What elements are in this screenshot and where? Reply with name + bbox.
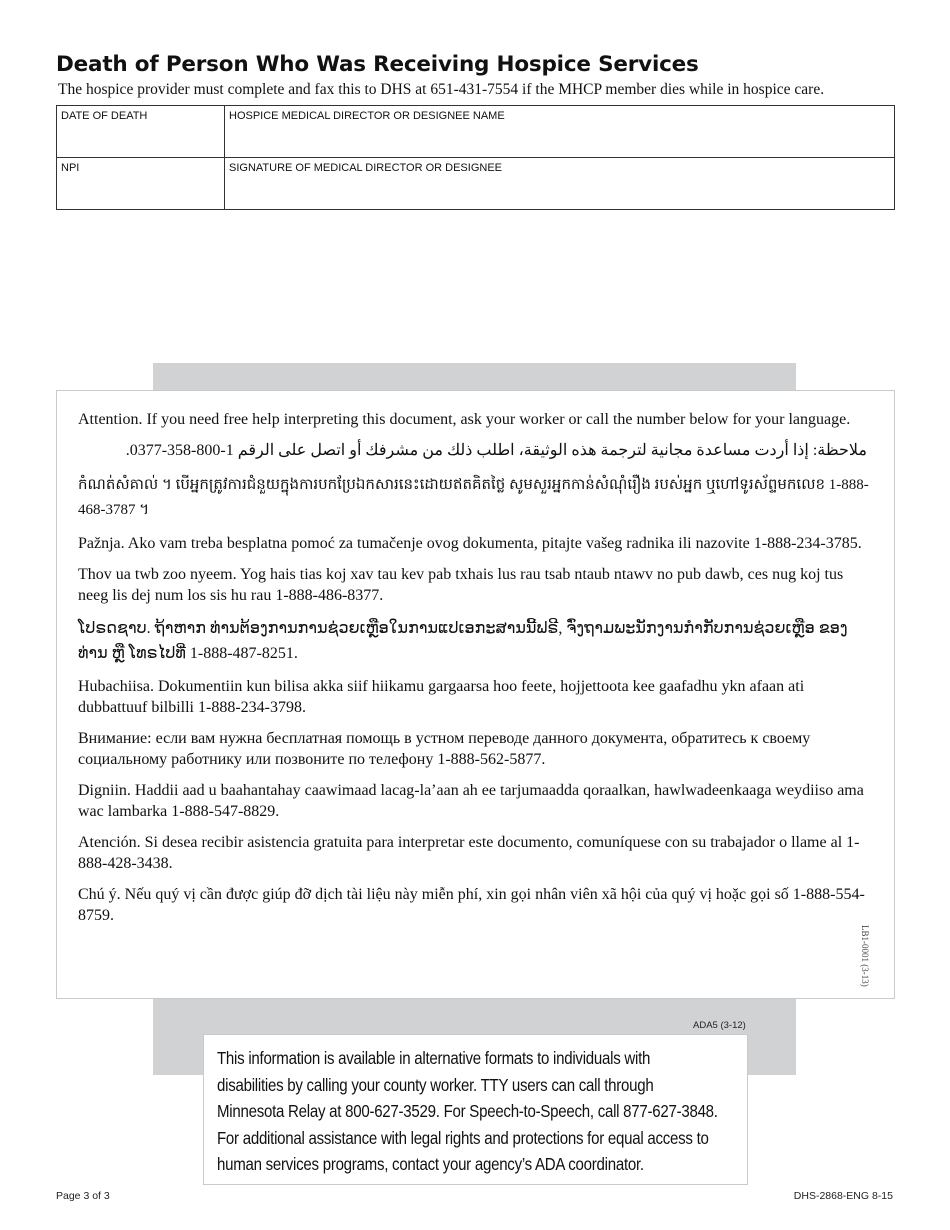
form-row: [57, 158, 895, 210]
notice-hmong: Thov ua twb zoo nyeem. Yog hais tias koj xav tau kev pab txhais lus rau tsab ntaub ntawv no pub dawb, ces nug koj tus neeg lis dej num los sis hu rau 1-888-486-8377.: [78, 566, 844, 604]
notice-russian: Внимание: если вам нужна бесплатная помощь в устном переводе данного документа, обратитесь к своему социальному работнику или позвоните по телефону 1-888-562-5877.: [78, 730, 811, 768]
notice-bosnian: Pažnja. Ako vam treba besplatna pomoć za tumačenje ovog dokumenta, pitajte vašeg radnika ili nazovite 1-888-234-3785.: [78, 535, 862, 552]
ada-line: disabilities by calling your county worker. TTY users can call through: [217, 1074, 654, 1095]
date-of-death-field[interactable]: [57, 106, 225, 158]
notice-lao: ໂປຣດຊາບ. ຖ້າຫາກ ທ່ານຕ້ອງການການຊ່ວຍເຫຼືອໃນການແປເອກະສານນີ້ຟຣີ, ຈົ່ງຖາມພະນັກງານກໍາກັບການຊ່ວຍເຫຼືອ ຂອງທ່ານ ຫຼື ໂທຣໄປທີ່ 1-888-487-8251.: [78, 620, 848, 662]
notice-english: Attention. If you need free help interpreting this document, ask your worker or call the number below for your language.: [78, 411, 851, 428]
field-label: DATE OF DEATH: [61, 110, 148, 122]
notice-khmer: កំណត់សំគាល់ ។ បើអ្នកត្រូវការជំនួយក្នុងការបកប្រែឯកសារនេះដោយឥតគិតថ្លៃ សូមសួរអ្នកកាន់សំណុំរឿង របស់អ្នក ឬហៅទូរស័ព្ទមកលេខ 1-888-468-3787 ។: [78, 477, 869, 518]
ada-line: For additional assistance with legal rights and protections for equal access to: [217, 1127, 709, 1148]
notice-oromo: Hubachiisa. Dokumentiin kun bilisa akka siif hiikamu gargaarsa hoo feete, hojjettoota kee gaafadhu ykn afaan ati dubbattuuf bilbilli 1-888-234-3798.: [78, 678, 805, 716]
instructions-text: The hospice provider must complete and fax this to DHS at 651-431-7554 if the MHCP member dies while in hospice care.: [58, 81, 825, 98]
field-label: HOSPICE MEDICAL DIRECTOR OR DESIGNEE NAME: [229, 110, 505, 122]
notice-arabic: ملاحظة: إذا أردت مساعدة مجانية لترجمة هذه الوثيقة، اطلب ذلك من مشرفك أو اتصل على الرقم 1-800-358-0377.: [125, 442, 867, 459]
page-number: Page 3 of 3: [56, 1190, 110, 1202]
page-title: Death of Person Who Was Receiving Hospice Services: [56, 52, 699, 77]
form-number: DHS-2868-ENG 8-15: [793, 1190, 893, 1202]
signature-field[interactable]: [225, 158, 895, 210]
notice-spanish: Atención. Si desea recibir asistencia gratuita para interpretar este documento, comuníquese con su trabajador o llame al 1-888-428-3438.: [78, 834, 860, 872]
form-row: [57, 106, 895, 158]
ada-form-code: ADA5 (3-12): [693, 1020, 746, 1031]
notice-vietnamese: Chú ý. Nếu quý vị cần được giúp đỡ dịch tài liệu này miễn phí, xin gọi nhân viên xã hội của quý vị hoặc gọi số 1-888-554-8759.: [78, 886, 865, 924]
npi-field[interactable]: [57, 158, 225, 210]
grey-band-top: [153, 363, 796, 391]
field-label: SIGNATURE OF MEDICAL DIRECTOR OR DESIGNEE: [229, 162, 502, 174]
notice-somali: Digniin. Haddii aad u baahantahay caawimaad lacag-la’aan ah ee tarjumaadda qoraalkan, hawlwadeenkaaga weydiiso ama wac lambarka 1-888-547-8829.: [78, 782, 864, 820]
ada-line: This information is available in alternative formats to individuals with: [217, 1048, 651, 1068]
hospice-form-table: [56, 105, 895, 210]
ada-line: Minnesota Relay at 800-627-3529. For Speech-to-Speech, call 877-627-3848.: [217, 1101, 718, 1121]
medical-director-name-field[interactable]: [225, 106, 895, 158]
form-code-vertical: LB1-0001 (3-13): [860, 925, 870, 987]
language-notice-box: [56, 390, 895, 999]
ada-line: human services programs, contact your agency’s ADA coordinator.: [217, 1154, 644, 1174]
field-label: NPI: [61, 162, 80, 174]
ada-notice-box: [203, 1034, 748, 1185]
